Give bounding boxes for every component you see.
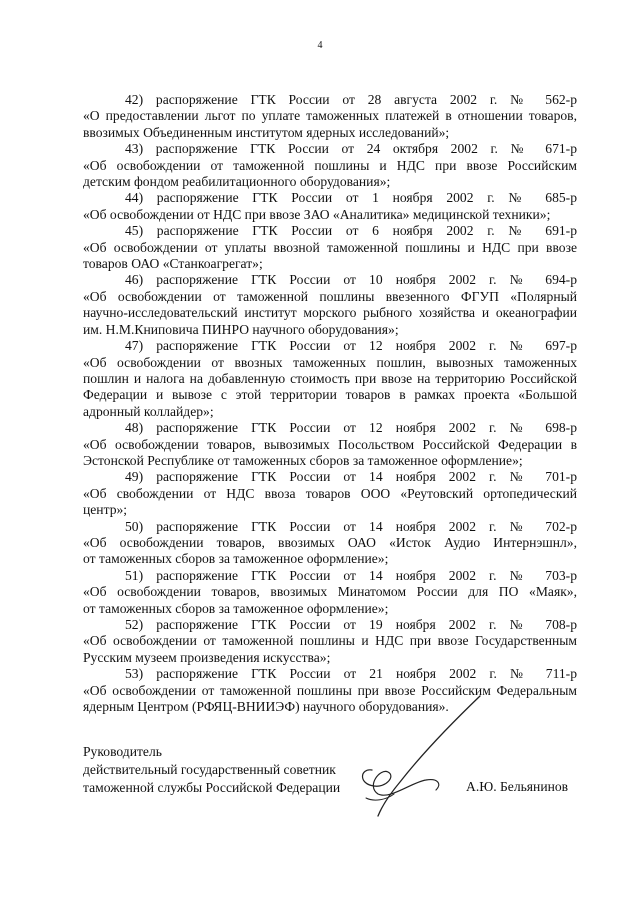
list-item xyxy=(83,272,577,338)
item-text-line: «Об освобождении товаров, ввозимых Минатомом России для ПО «Маяк», xyxy=(83,584,577,600)
item-text-line: «Об освобождении от уплаты ввозной таможенной пошлины и НДС при ввозе xyxy=(83,239,577,255)
item-text-line: детским фондом реабилитационного оборудования»; xyxy=(83,174,391,190)
item-text-line: «Об освобождении товаров, ввозимых ОАО «Исток Аудио Интернэшнл», xyxy=(83,534,577,550)
list-item xyxy=(83,141,577,190)
item-heading-line: 43) распоряжение ГТК России от 24 октября 2002 г. № 671-р xyxy=(125,141,577,157)
item-text-line: Русским музеем произведения искусства»; xyxy=(83,649,331,665)
position-service: таможенной службы Российской Федерации xyxy=(83,780,341,795)
list-item xyxy=(83,617,577,666)
item-text-line: пошлин и налога на добавленную стоимость при ввозе на территорию Российской xyxy=(83,370,577,386)
list-item xyxy=(83,223,577,272)
item-heading-line: 50) распоряжение ГТК России от 14 ноября 2002 г. № 702-р xyxy=(125,518,577,534)
item-text-line: «Об освобождении товаров, вывозимых Посольством Российской Федерации в xyxy=(83,436,577,452)
item-text-line: «Об освобождении от таможенной пошлины и НДС при ввозе Государственным xyxy=(83,633,577,649)
item-text-line: Эстонской Республике от таможенных сборов за таможенное оформление»; xyxy=(83,452,523,468)
item-text-line: «Об освобождении от таможенной пошлины ввезенного ФГУП «Полярный xyxy=(83,288,577,304)
page-number: 4 xyxy=(317,40,323,51)
list-item xyxy=(83,92,577,141)
list-item xyxy=(83,568,577,617)
item-text-line: «Об свобождении от НДС ввоза товаров ООО «Реутовский ортопедический xyxy=(83,485,577,501)
position-title: Руководитель xyxy=(83,744,162,759)
signatory-name: А.Ю. Бельянинов xyxy=(466,779,569,794)
item-text-line: ядерным Центром (РФЯЦ-ВНИИЭФ) научного оборудования». xyxy=(83,699,449,715)
item-text-line: «Об освобождении от таможенной пошлины при ввозе Российским Федеральным xyxy=(83,682,577,698)
list-item xyxy=(83,469,577,518)
item-text-line: от таможенных сборов за таможенное оформление»; xyxy=(83,600,389,616)
item-text-line: «Об освобождении от ввозных таможенных пошлин, вывозных таможенных xyxy=(83,354,577,370)
item-text-line: центр»; xyxy=(83,502,128,518)
list-item xyxy=(83,338,577,420)
item-heading-line: 49) распоряжение ГТК России от 14 ноября 2002 г. № 701-р xyxy=(125,469,577,485)
item-text-line: научно-исследовательский институт морского рыбного хозяйства и океанографии xyxy=(83,305,577,321)
item-text-line: «Об освобождении от НДС при ввозе ЗАО «Аналитика» медицинской техники»; xyxy=(83,206,551,222)
list-item xyxy=(83,420,577,469)
item-heading-line: 42) распоряжение ГТК России от 28 августа 2002 г. № 562-р xyxy=(125,92,577,107)
item-heading-line: 47) распоряжение ГТК России от 12 ноября 2002 г. № 697-р xyxy=(125,338,577,354)
item-text-line: ввозимых Объединенным институтом ядерных исследований»; xyxy=(83,124,450,140)
item-text-line: товаров ОАО «Станкоагрегат»; xyxy=(83,256,263,272)
item-heading-line: 46) распоряжение ГТК России от 10 ноября 2002 г. № 694-р xyxy=(125,272,577,288)
document-body xyxy=(83,92,577,715)
item-text-line: «Об освобождении от таможенной пошлины и НДС при ввозе Российским xyxy=(83,157,577,173)
item-heading-line: 44) распоряжение ГТК России от 1 ноября 2002 г. № 685-р xyxy=(125,190,577,206)
item-text-line: Федерации и вывозе с этой территории товаров в рамках проекта «Большой xyxy=(83,387,577,403)
item-text-line: адронный коллайдер»; xyxy=(83,403,214,419)
list-item xyxy=(83,190,577,223)
list-item xyxy=(83,519,577,568)
item-text-line: «О предоставлении льгот по уплате таможенных платежей в отношении товаров, xyxy=(83,108,577,124)
item-heading-line: 52) распоряжение ГТК России от 19 ноября 2002 г. № 708-р xyxy=(125,617,577,632)
item-heading-line: 45) распоряжение ГТК России от 6 ноября 2002 г. № 691-р xyxy=(125,223,577,239)
item-heading-line: 53) распоряжение ГТК России от 21 ноября 2002 г. № 711-р xyxy=(125,666,577,682)
item-text-line: от таможенных сборов за таможенное оформление»; xyxy=(83,551,389,567)
item-text-line: им. Н.М.Книповича ПИНРО научного оборудования»; xyxy=(83,321,399,337)
position-rank: действительный государственный советник xyxy=(83,762,336,777)
item-heading-line: 51) распоряжение ГТК России от 14 ноября 2002 г. № 703-р xyxy=(125,567,577,583)
item-heading-line: 48) распоряжение ГТК России от 12 ноября 2002 г. № 698-р xyxy=(125,420,577,436)
